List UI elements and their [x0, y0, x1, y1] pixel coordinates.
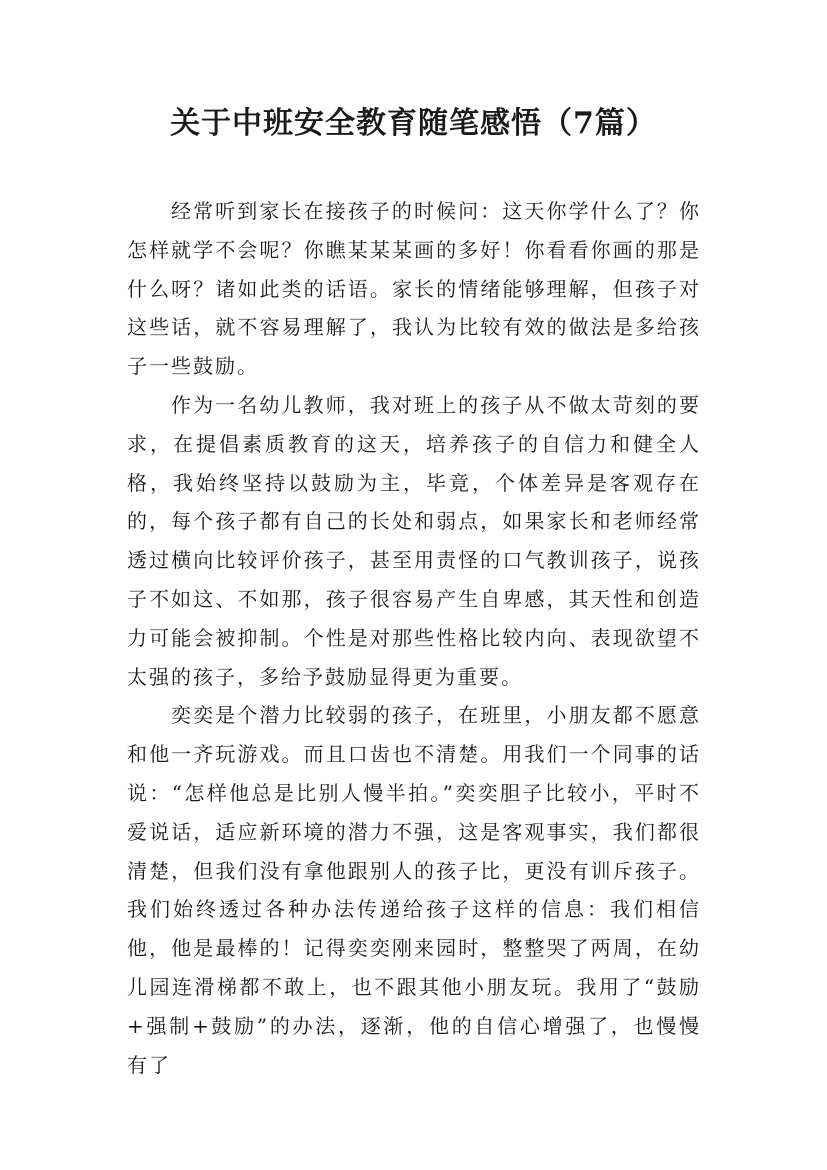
paragraph-3: 奕奕是个潜力比较弱的孩子，在班里，小朋友都不愿意和他一齐玩游戏。而且口齿也不清楚。用我们一个同事的话说：“怎样他总是比别人慢半拍。”奕奕胆子比较小，平时不爱说话，适应新环境的潜力不强，这是客观事实，我们都很清楚，但我们没有拿他跟别人的孩子比，更没有训斥孩子。我们始终透过各种办法传递给孩子这样的信息：我们相信他，他是最棒的！记得奕奕刚来园时，整整哭了两周，在幼儿园连滑梯都不敢上，也不跟其他小朋友玩。我用了“鼓励+强制+鼓励”的办法，逐渐，他的自信心增强了，也慢慢有了: [127, 703, 701, 1077]
document-title: 关于中班安全教育随笔感悟（7篇）: [170, 106, 657, 141]
paragraph-1: 经常听到家长在接孩子的时候问：这天你学什么了？你怎样就学不会呢？你瞧某某某画的多好！你看看你画的那是什么呀？诸如此类的话语。家长的情绪能够理解，但孩子对这些话，就不容易理解了，我认为比较有效的做法是多给孩子一些鼓励。: [127, 199, 701, 379]
document-body: [127, 192, 701, 1084]
paragraph-2: 作为一名幼儿教师，我对班上的孩子从不做太苛刻的要求，在提倡素质教育的这天，培养孩子的自信力和健全人格，我始终坚持以鼓励为主，毕竟，个体差异是客观存在的，每个孩子都有自己的长处和弱点，如果家长和老师经常透过横向比较评价孩子，甚至用责怪的口气教训孩子，说孩子不如这、不如那，孩子很容易产生自卑感，其天性和创造力可能会被抑制。个性是对那些性格比较内向、表现欲望不太强的孩子，多给予鼓励显得更为重要。: [127, 392, 701, 689]
